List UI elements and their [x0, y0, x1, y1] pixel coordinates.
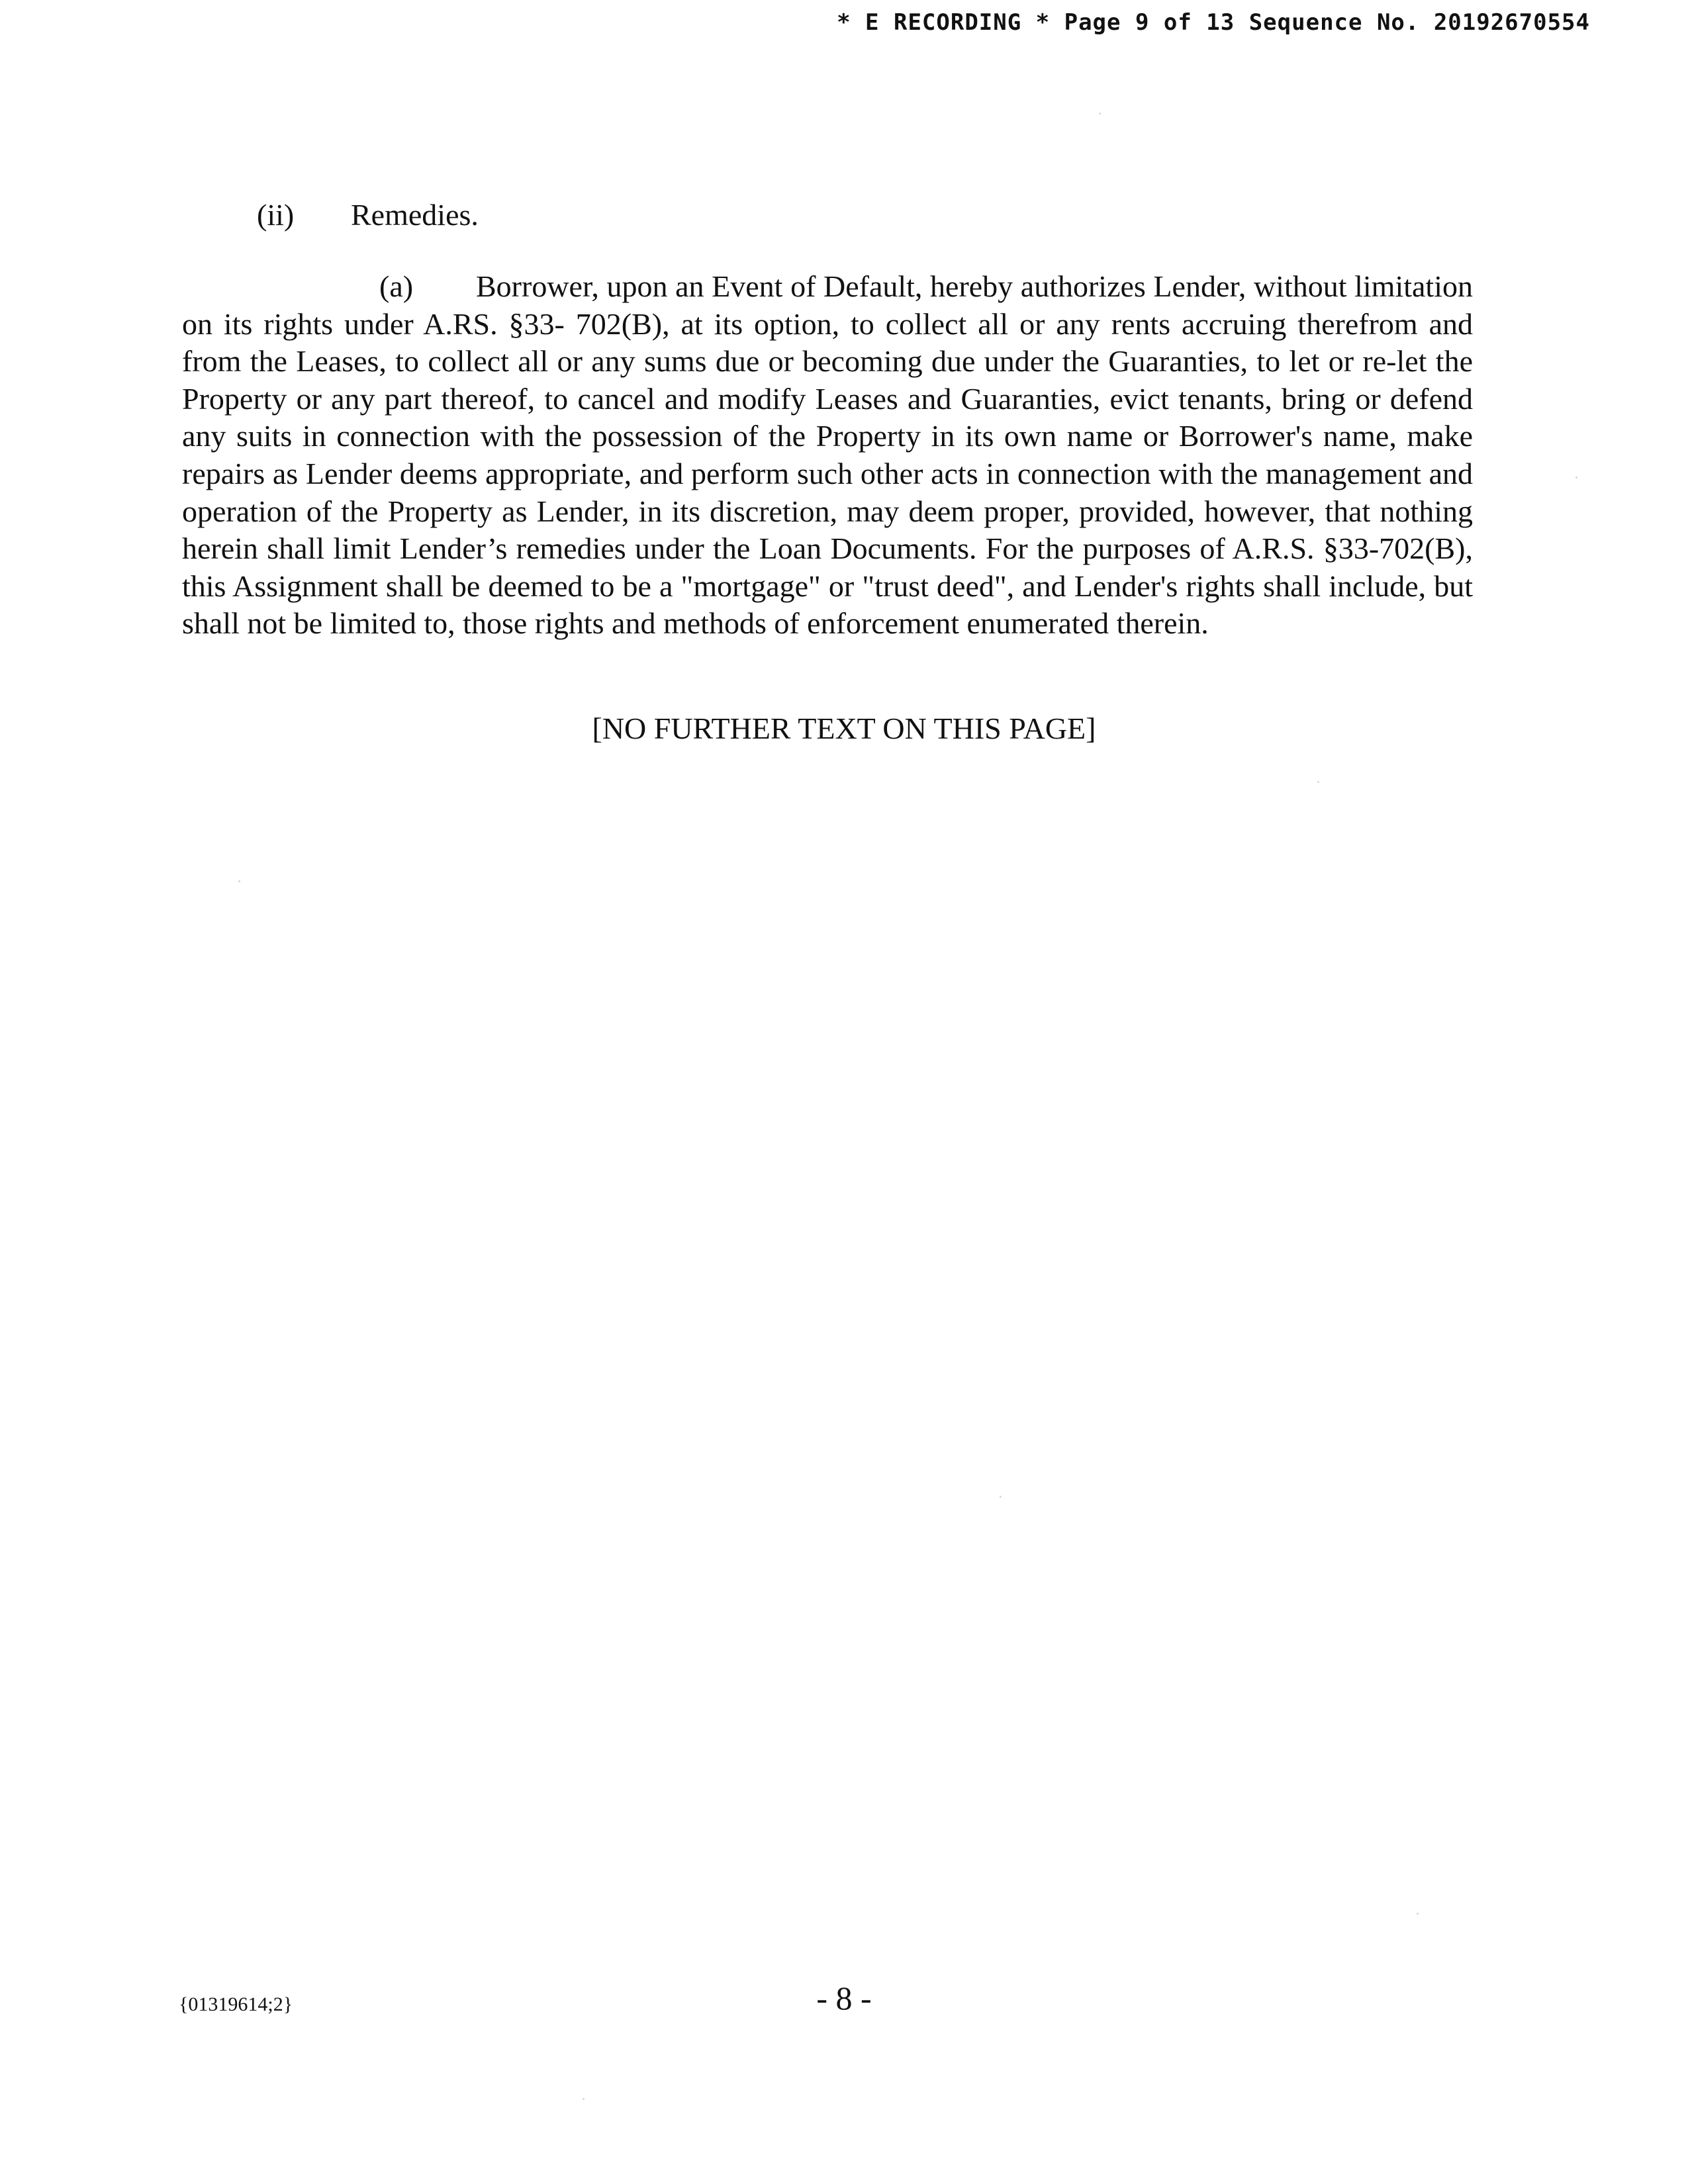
- scan-speck: [1417, 1913, 1419, 1915]
- paragraph-a: [182, 268, 1473, 643]
- scan-speck: [238, 880, 240, 882]
- no-further-text-notice: [NO FURTHER TEXT ON THIS PAGE]: [592, 711, 1096, 745]
- section-title: Remedies.: [351, 198, 479, 232]
- scan-speck: [583, 2098, 585, 2100]
- scan-speck: [1000, 1496, 1002, 1498]
- scan-speck: [1317, 781, 1319, 783]
- paragraph-a-number: (a): [379, 269, 414, 303]
- section-heading: [257, 196, 479, 234]
- recording-header: * E RECORDING * Page 9 of 13 Sequence No. 20192670554: [837, 9, 1590, 36]
- scan-speck: [1575, 477, 1577, 478]
- footer-page-number: - 8 -: [816, 1979, 872, 2017]
- paragraph-a-text: Borrower, upon an Event of Default, hereby authorizes Lender, without limitation on its rights under A.RS. §33- 702(B), at its option, to collect all or any rents accruing therefrom and from the Leases, to collect all or any sums due or becoming due under the Guaranties, to let or re-let the Property or any part thereof, to cancel and modify Leases and Guaranties, evict tenants, bring or defend any suits in connection with the possession of the Property in its own name or Borrower's name, make repairs as Lender deems appropriate, and perform such other acts in connection with the management and operation of the Property as Lender, in its discretion, may deem proper, provided, however, that nothing herein shall limit Lender’s remedies under the Loan Documents. For the purposes of A.R.S. §33-702(B), this Assignment shall be deemed to be a "mortgage" or "trust deed", and Lender's rights shall include, but shall not be limited to, those rights and methods of enforcement enumerated therein.: [182, 269, 1473, 641]
- scan-speck: [1099, 113, 1101, 114]
- footer-document-id: {01319614;2}: [179, 1993, 293, 2015]
- section-number: (ii): [257, 198, 295, 232]
